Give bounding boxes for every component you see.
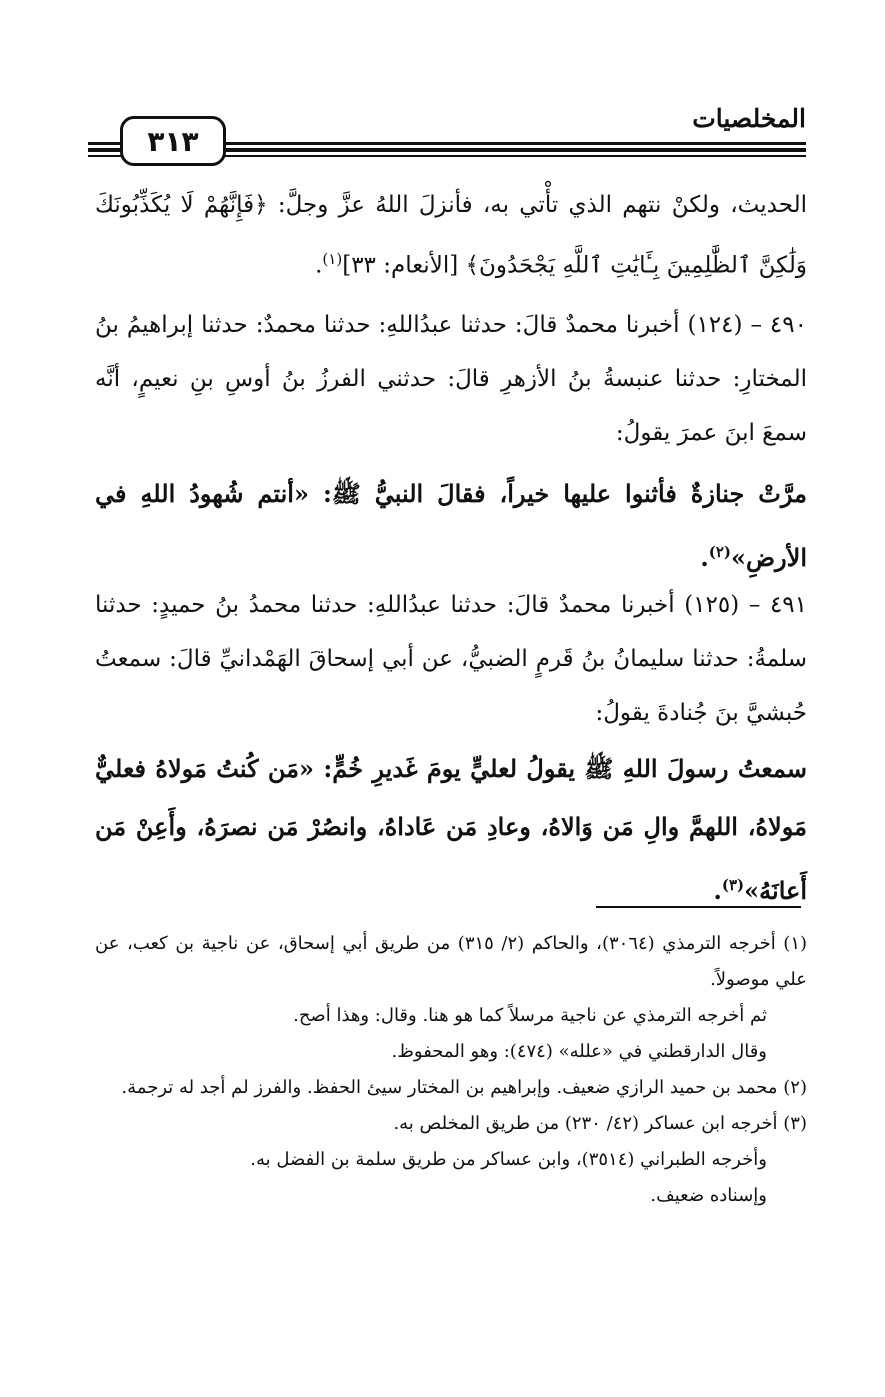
paragraph-body: مرَّتْ جنازةٌ فأثنوا عليها خيراً، فقالَ النبيُّ ﷺ: «أنتم شُهودُ اللهِ في الأرضِ»: [95, 479, 807, 572]
paragraph-body: الحديث، ولكنْ نتهم الذي تأْتي به، فأنزلَ اللهُ عزَّ وجلَّ: ﴿فَإِنَّهُمْ لَا يُكَذِّبُونَكَ وَلَٰكِنَّ ٱلظَّٰلِمِينَ بِـَٔايَٰتِ ٱللَّهِ يَجْحَدُونَ﴾ [الأنعام: ٣٣]: [95, 192, 807, 279]
page-number: ٣١٣: [147, 124, 199, 158]
footnote-3-line: وأخرجه الطبراني (٣٥١٤)، وابن عساكر من طريق سلمة بن الفضل به.: [250, 1149, 767, 1170]
hadith-491-matn: [95, 740, 807, 920]
footnote-ref: (٢): [708, 543, 732, 561]
paragraph-text: [95, 178, 807, 293]
footnote-3-line: وإسناده ضعيف.: [650, 1185, 767, 1206]
footnotes: [95, 926, 807, 1214]
footnote-ref: (١): [322, 250, 343, 268]
footnote-3: (٣) أخرجه ابن عساكر (٤٢/ ٢٣٠) من طريق المخلص به.: [393, 1113, 807, 1134]
footnote-2: (٢) محمد بن حميد الرازي ضعيف. وإبراهيم بن المختار سيئ الحفظ. والفرز لم أجد له ترجمة.: [121, 1077, 807, 1098]
paragraph-text: ٤٩١ – (١٢٥) أخبرنا محمدٌ قالَ: حدثنا عبدُاللهِ: حدثنا محمدُ بنُ حميدٍ: حدثنا سلمةُ: حدثنا سليمانُ بنُ قَرمٍ الضبيُّ، عن أبي إسحاقَ الهَمْدانيِّ قالَ: سمعتُ حُبشيَّ بنَ جُنادةَ يقولُ:: [95, 592, 807, 726]
paragraph-text: [95, 465, 807, 587]
paragraph-text: [95, 740, 807, 920]
page-number-box: [120, 116, 226, 166]
paragraph-end: .: [700, 543, 709, 572]
footnote-1-line: ثم أخرجه الترمذي عن ناجية مرسلاً كما هو هنا. وقال: وهذا أصح.: [293, 1005, 767, 1026]
paragraph-end: .: [315, 252, 323, 279]
footnote-1: (١) أخرجه الترمذي (٣٠٦٤)، والحاكم (٢/ ٣١٥) من طريق أبي إسحاق، عن ناجية بن كعب، عن علي موصولاً.: [95, 933, 808, 990]
hadith-491-isnad: [95, 578, 807, 740]
footnote-1-line: وقال الدارقطني في «علله» (٤٧٤): وهو المحفوظ.: [391, 1041, 767, 1062]
running-title: المخلصيات: [692, 104, 806, 133]
paragraph-body: سمعتُ رسولَ اللهِ ﷺ يقولُ لعليٍّ يومَ غَديرِ خُمٍّ: «مَن كُنتُ مَولاهُ فعليٌّ مَولاهُ، اللهمَّ والِ مَن وَالاهُ، وعادِ مَن عَاداهُ، وانصُرْ مَن نصرَهُ، وأَعِنْ مَن أَعانَهُ»: [95, 754, 807, 905]
hadith-490-isnad: [95, 298, 807, 460]
paragraph-end: .: [713, 876, 722, 905]
paragraph-text: ٤٩٠ – (١٢٤) أخبرنا محمدٌ قالَ: حدثنا عبدُاللهِ: حدثنا محمدٌ: حدثنا إبراهيمُ بنُ المختارِ: حدثنا عنبسةُ بنُ الأزهرِ قالَ: حدثني الفرزُ بنُ أوسِ بنِ نعيمٍ، أنَّه سمعَ ابنَ عمرَ يقولُ:: [95, 312, 807, 446]
page-header: [88, 100, 806, 172]
hadith-490-matn: [95, 465, 807, 587]
footnote-separator: [596, 906, 801, 908]
paragraph-quran-verse: [95, 178, 807, 293]
footnote-ref: (٣): [721, 876, 745, 894]
